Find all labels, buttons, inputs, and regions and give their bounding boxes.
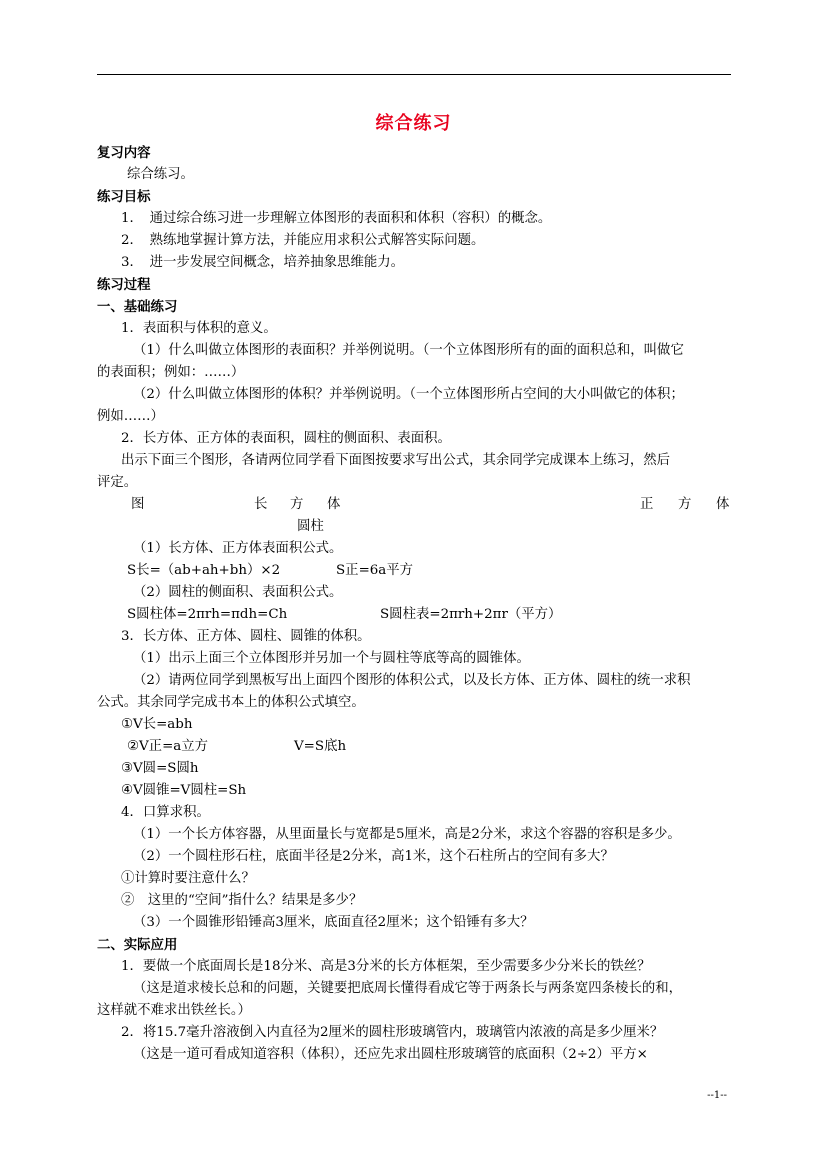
applied-q2: 2．将15.7毫升溶液倒入内直径为2厘米的圆柱形玻璃管内，玻璃管内浓液的高是多少厘米？ xyxy=(121,1025,664,1040)
basic-q3b-line2: 公式。其余同学完成书本上的体积公式填空。 xyxy=(97,695,365,710)
formula-row xyxy=(97,604,731,626)
goal-item: 3． 进一步发展空间概念，培养抽象思维能力。 xyxy=(121,255,405,270)
basic-q4c: （3）一个圆锥形铅锤高3厘米，底面直径2厘米；这个铅锤有多大？ xyxy=(133,915,534,930)
basic-q3b-line1: （2）请两位同学到黑板写出上面四个图形的体积公式，以及长方体、正方体、圆柱的统一求积 xyxy=(133,673,691,688)
basic-q2-text-line1: 出示下面三个图形，各请两位同学看下面图按要求写出公式，其余同学完成课本上练习，然后 xyxy=(121,453,671,468)
review-heading: 复习内容 xyxy=(97,145,151,161)
fig-label: 方 xyxy=(678,497,692,512)
basic-q2a: （1）长方体、正方体表面积公式。 xyxy=(133,541,343,556)
formula: S圆柱表=2πrh+2πr（平方） xyxy=(380,607,562,622)
basic-q2b: （2）圆柱的侧面积、表面积公式。 xyxy=(133,585,343,600)
goal-item: 1． 通过综合练习进一步理解立体图形的表面积和体积（容积）的概念。 xyxy=(121,211,552,226)
goals-heading: 练习目标 xyxy=(97,189,151,205)
fig-label: 图 xyxy=(131,497,145,512)
fig-label: 长 xyxy=(254,497,268,512)
fig-label: 方 xyxy=(290,497,304,512)
page-number: --1-- xyxy=(707,1090,727,1101)
basic-q4: 4．口算求积。 xyxy=(121,805,210,820)
volume-formula: ②V正=a立方 xyxy=(127,739,209,754)
applied-q1: 1．要做一个底面周长是18分米、高是3分米的长方体框架，至少需要多少分米长的铁丝？ xyxy=(121,959,651,974)
goal-item: 2． 熟练地掌握计算方法，并能应用求积公式解答实际问题。 xyxy=(121,233,485,248)
basic-heading: 一、基础练习 xyxy=(97,299,178,315)
formula: S圆柱体=2πrh=πdh=Ch xyxy=(127,607,288,622)
figure-label-cylinder: 圆柱 xyxy=(297,519,324,534)
basic-q4b-ii: ② 这里的“空间”指什么？结果是多少？ xyxy=(121,893,363,908)
volume-formula: ④V圆锥=V圆柱=Sh xyxy=(121,783,247,798)
formula-row xyxy=(97,736,731,758)
fig-label: 体 xyxy=(716,497,730,512)
page-title: 综合练习 xyxy=(375,113,452,134)
volume-formula: ③V圆=S圆h xyxy=(121,761,199,776)
process-heading: 练习过程 xyxy=(97,277,151,293)
document-body xyxy=(97,142,731,1066)
basic-q1a-line1: （1）什么叫做立体图形的表面积？并举例说明。（一个立体图形所有的面的面积总和，叫做它 xyxy=(133,343,684,358)
applied-q1-note-line2: 这样就不难求出铁丝长。） xyxy=(97,1003,251,1018)
formula: S正=6a平方 xyxy=(336,563,414,578)
basic-q2-text-line2: 评定。 xyxy=(97,475,138,490)
formula-row xyxy=(97,560,731,582)
formula: S长=（ab+ah+bh）×2 xyxy=(127,563,281,578)
basic-q1a-line2: 的表面积；例如：……） xyxy=(97,365,245,380)
basic-q1: 1．表面积与体积的意义。 xyxy=(121,321,277,336)
basic-q4b-i: ①计算时要注意什么？ xyxy=(121,871,255,886)
figure-labels-row xyxy=(97,494,731,516)
applied-q2-note: （这是一道可看成知道容积（体积），还应先求出圆柱形玻璃管的底面积（2÷2）平方× xyxy=(133,1047,648,1062)
fig-label: 正 xyxy=(640,497,654,512)
applied-heading: 二、实际应用 xyxy=(97,937,178,953)
basic-q3a: （1）出示上面三个立体图形并另加一个与圆柱等底等高的圆锥体。 xyxy=(133,651,530,666)
basic-q4a: （1）一个长方体容器，从里面量长与宽都是5厘米，高是2分米，求这个容器的容积是多少。 xyxy=(133,827,681,842)
basic-q2: 2．长方体、正方体的表面积，圆柱的侧面积、表面积。 xyxy=(121,431,451,446)
volume-formula: V=S底h xyxy=(294,739,347,754)
fig-label: 体 xyxy=(327,497,341,512)
volume-formula: ①V长=abh xyxy=(121,717,193,732)
basic-q3: 3．长方体、正方体、圆柱、圆锥的体积。 xyxy=(121,629,371,644)
header-rule xyxy=(97,74,731,75)
basic-q4b: （2）一个圆柱形石柱，底面半径是2分米，高1米，这个石柱所占的空间有多大？ xyxy=(133,849,614,864)
applied-q1-note-line1: （这是道求棱长总和的问题，关键要把底周长懂得看成它等于两条长与两条宽四条棱长的和， xyxy=(133,981,683,996)
basic-q1b-line1: （2）什么叫做立体图形的体积？并举例说明。（一个立体图形所占空间的大小叫做它的体积； xyxy=(133,387,684,402)
basic-q1b-line2: 例如……） xyxy=(97,409,164,424)
review-text: 综合练习。 xyxy=(127,167,194,182)
